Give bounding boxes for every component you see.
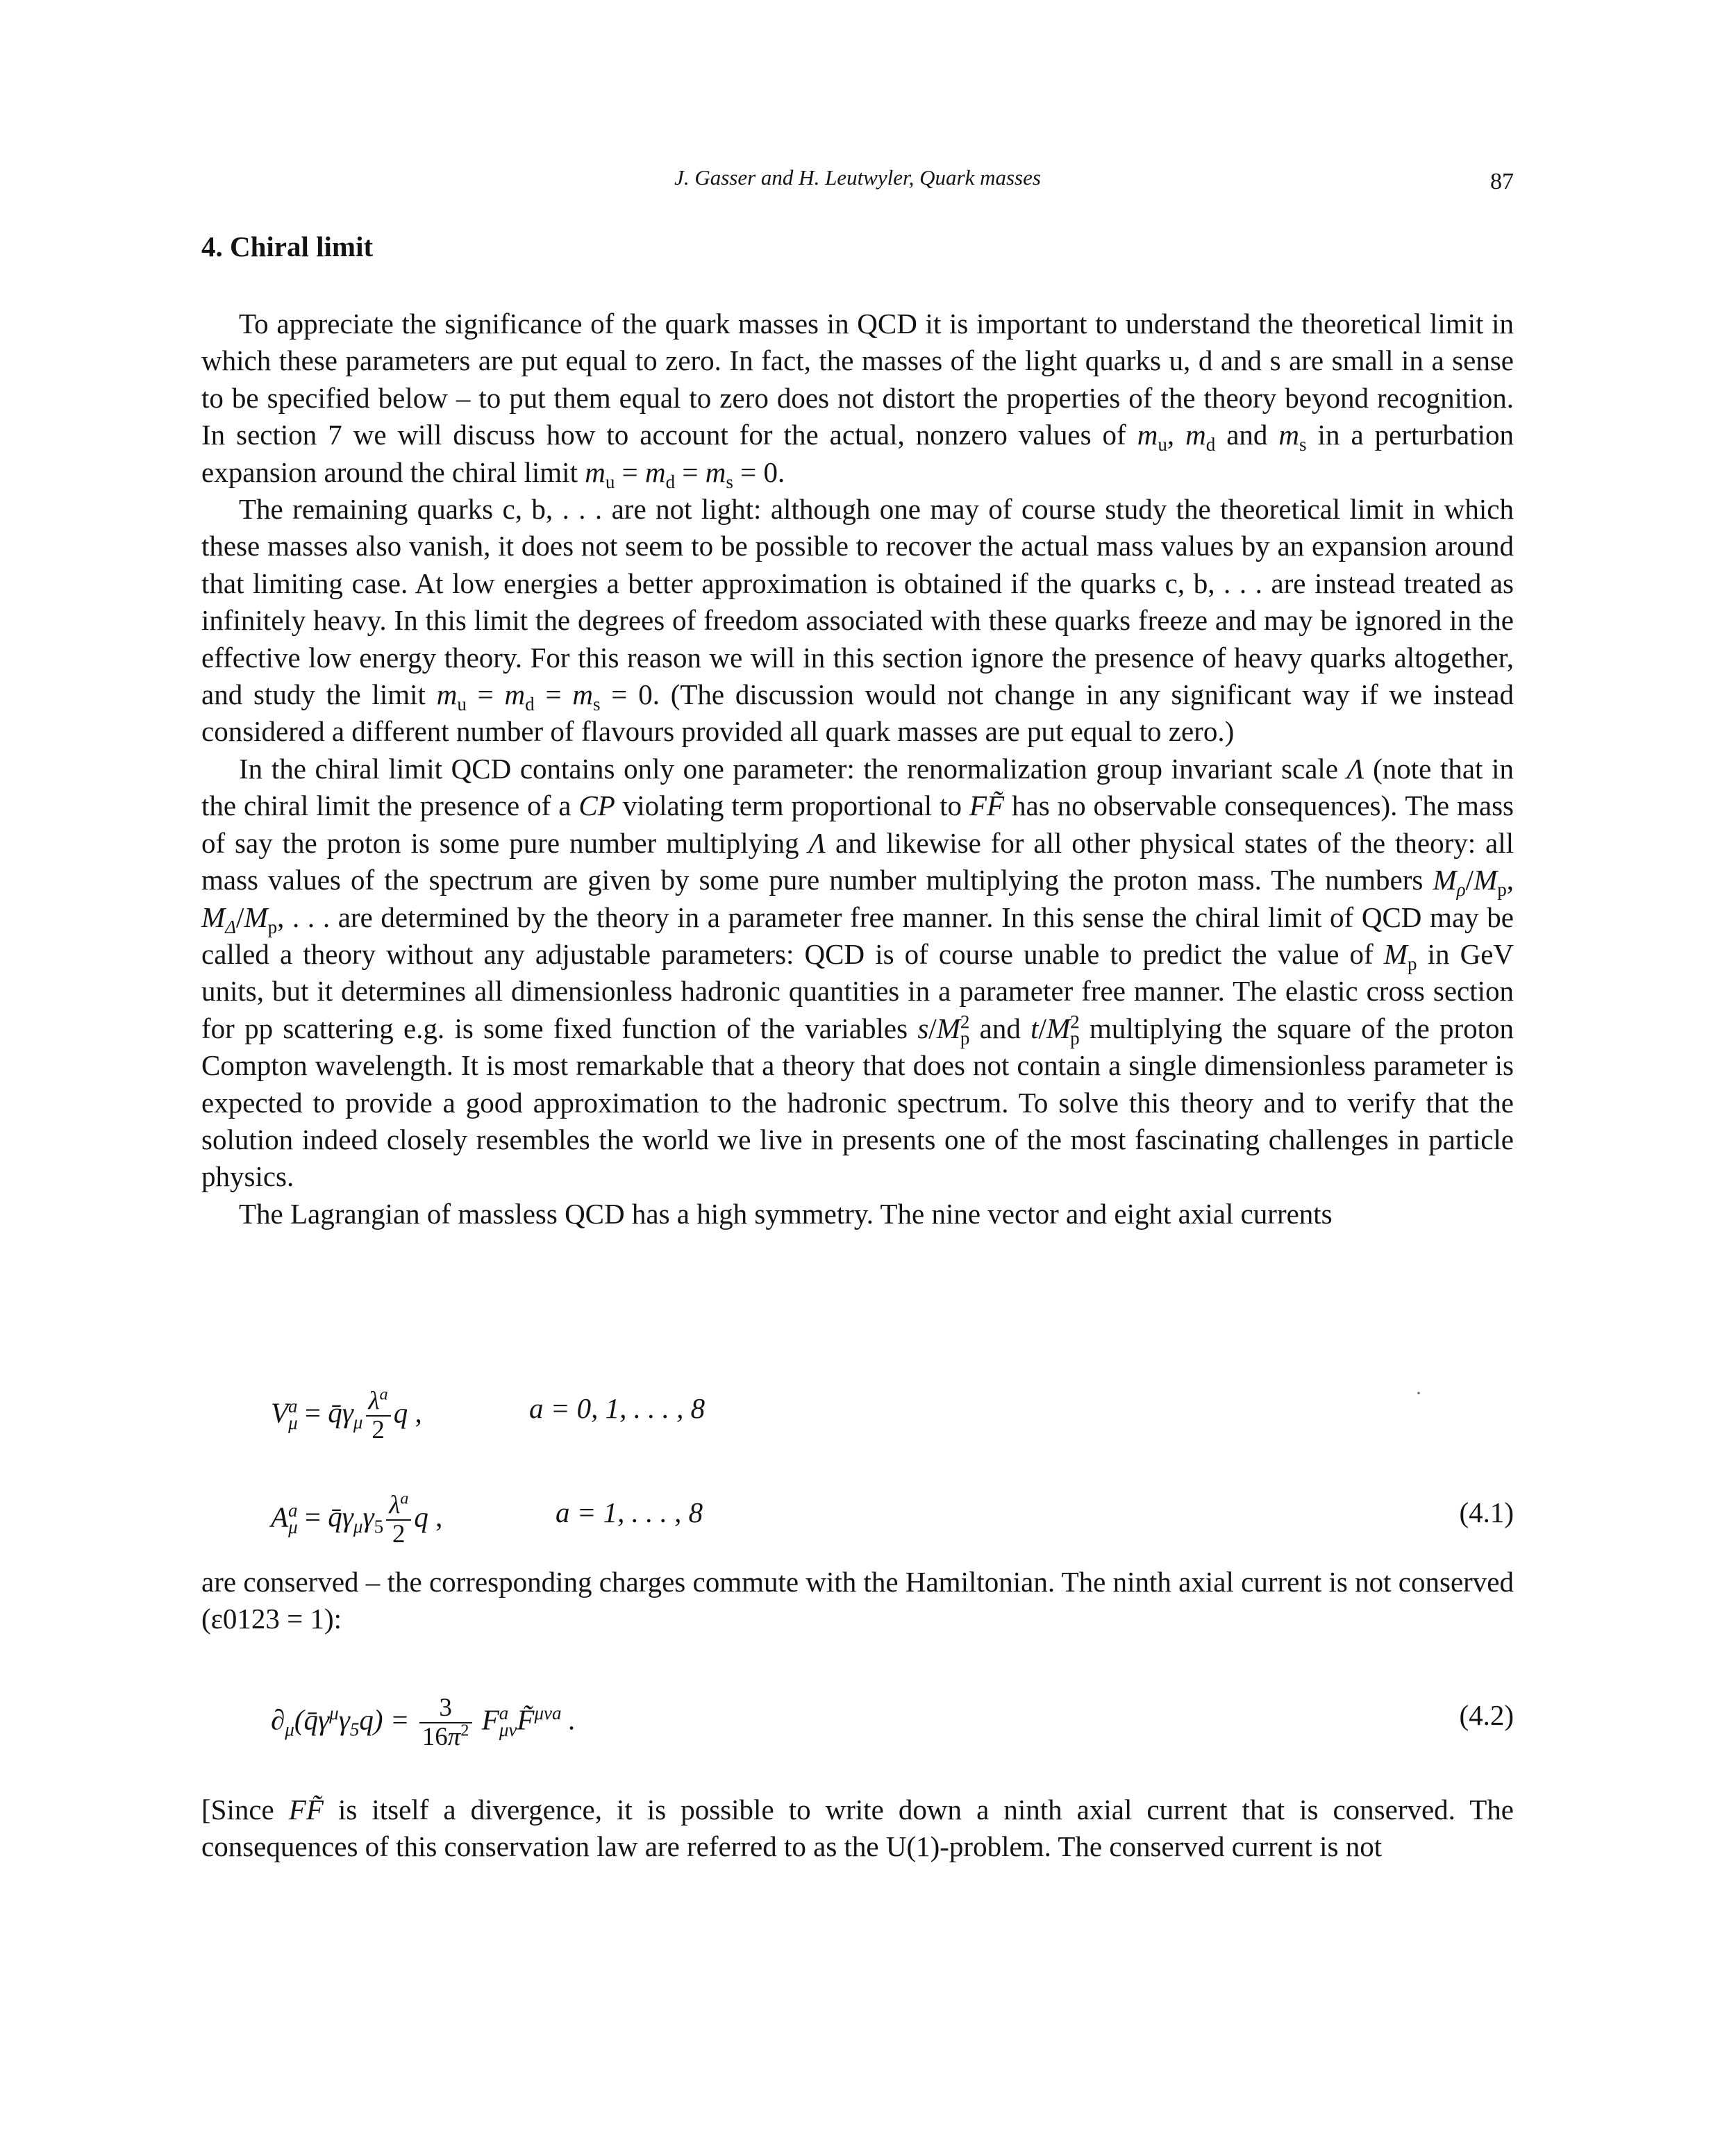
section-heading	[201, 228, 373, 265]
page-number: 87	[1490, 169, 1514, 194]
body-text-block-3	[201, 1792, 1514, 1866]
section-number: 4.	[201, 231, 223, 262]
running-title: J. Gasser and H. Leutwyler, Quark masses	[674, 165, 1041, 190]
equation-anomaly: $\partial_\mu(q̄\gamma^\mu\gamma_5q)$ = $\frac{3}{16\pi^2}$ $F^a_{\mu\nu}F̃^{\mu\nu a}$ . (4.2)	[271, 1694, 1514, 1751]
epsilon-condition: (ε0123 = 1):	[201, 1603, 342, 1635]
body-text-block-2	[201, 1564, 1514, 1638]
axial-index-range: a = 1, . . . , 8	[556, 1496, 703, 1528]
paragraph-3: In the chiral limit QCD contains only one parameter: the renormalization group invariant scale Λ (note that in the chiral limit the presence of a CP violating term proportional to FF̃ has no observable consequences). The mass of say the proton is some pure number multiplying Λ and likewise for all other physical states of the theory: all mass values of the spectrum are given by some pure number multiplying the proton mass. The numbers $M_\rho/M_p$, $M_\Delta/M_p$, . . . are determined by the theory in a parameter free manner. In this sense the chiral limit of QCD may be called a theory without any adjustable parameters: QCD is of course unable to predict the value of $M_p$ in GeV units, but it determines all dimensionless hadronic quantities in a parameter free manner. The elastic cross section for pp scattering e.g. is some fixed function of the variables $s/M^2_p$ and $t/M^2_p$ multiplying the square of the proton Compton wavelength. It is most remarkable that a theory that does not contain a single dimensionless parameter is expected to provide a good approximation to the hadronic spectrum. To solve this theory and to verify that the solution indeed closely resembles the world we live in presents one of the most fascinating challenges in particle physics.	[201, 752, 1514, 1193]
section-title: Chiral limit	[230, 231, 374, 262]
paragraph-4: The Lagrangian of massless QCD has a high symmetry. The nine vector and eight axial currents	[239, 1197, 1333, 1230]
stray-dot: ·	[1415, 1382, 1422, 1405]
vector-index-range: a = 0, 1, . . . , 8	[529, 1392, 706, 1424]
equation-number-4-1: (4.1)	[1459, 1496, 1514, 1528]
equation-vector-current: $V^a_\mu$ = $q̄\gamma_\mu$ $\frac{\lambda^a}{2}$ q , a = 0, 1, . . . , 8	[271, 1385, 706, 1444]
paragraph-6: [Since FF̃ is itself a divergence, it is possible to write down a ninth axial current that is conserved. The consequences of this conservation law are referred to as the U(1)-problem. The conserved current is not	[201, 1794, 1514, 1863]
equation-axial-current: $A^a_\mu$ = $q̄\gamma_\mu\gamma_5$ $\frac{\lambda^a}{2}$ q , a = 1, . . . , 8 (4.1)	[271, 1489, 1514, 1548]
paragraph-1: To appreciate the significance of the quark masses in QCD it is important to understand the theoretical limit in which these parameters are put equal to zero. In fact, the masses of the light quarks u, d and s are small in a sense to be specified below – to put them equal to zero does not distort the properties of the theory beyond recognition. In section 7 we will discuss how to account for the actual, nonzero values of $m_u$, $m_d$ and $m_s$ in a perturbation expansion around the chiral limit $m_u = m_d = m_s = 0$.	[201, 308, 1514, 492]
paragraph-2: The remaining quarks c, b, . . . are not light: although one may of course study the theoretical limit in which these masses also vanish, it does not seem to be possible to recover the actual mass values by an expansion around that limiting case. At low energies a better approximation is obtained if the quarks c, b, . . . are instead treated as infinitely heavy. In this limit the degrees of freedom associated with these quarks freeze and may be ignored in the effective low energy theory. For this reason we will in this section ignore the presence of heavy quarks altogether, and study the limit $m_u = m_d = m_s = 0$. (The discussion would not change in any significant way if we instead considered a different number of flavours provided all quark masses are put equal to zero.)	[201, 493, 1514, 748]
body-text-block-1	[201, 306, 1514, 1233]
equation-number-4-2: (4.2)	[1459, 1699, 1514, 1731]
paragraph-5: are conserved – the corresponding charges commute with the Hamiltonian. The ninth axial current is not conserved (ε0123 = 1):	[201, 1566, 1514, 1635]
